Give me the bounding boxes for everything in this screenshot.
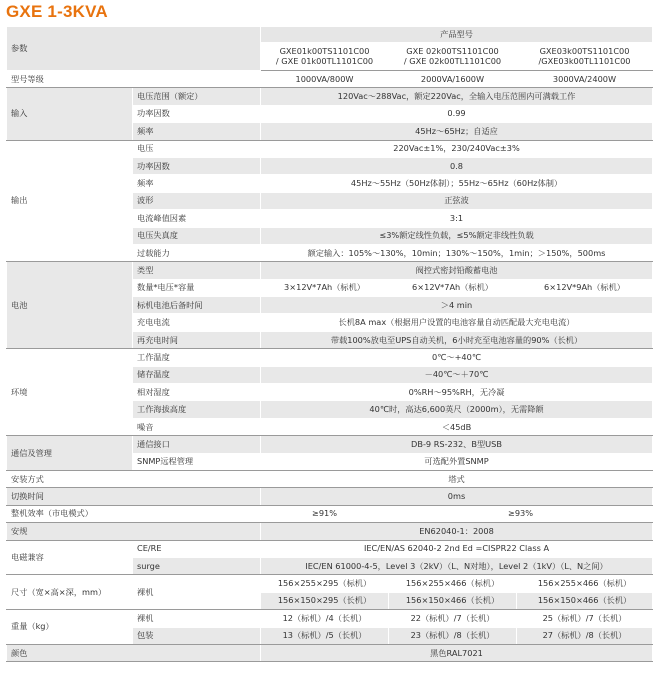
product-model-header: 产品型号: [261, 27, 653, 43]
table-row: [7, 88, 653, 105]
transfer-time-value: 0ms: [261, 488, 653, 505]
battery-count-value: 3×12V*7Ah（标机）: [261, 279, 389, 296]
emc-cere-value: IEC/EN/AS 62040-2 2nd Ed =CISPR22 Class A: [261, 540, 653, 557]
safety-label: 安规: [7, 523, 261, 540]
battery-label: 电池: [7, 262, 133, 349]
battery-type-value: 阀控式密封铅酸蓄电池: [261, 262, 653, 279]
input-frequency-label: 频率: [133, 123, 261, 140]
env-noise-label: 噪音: [133, 418, 261, 435]
battery-backup-value: ＞4 min: [261, 297, 653, 314]
output-power-factor-value: 0.8: [261, 157, 653, 174]
installation-label: 安装方式: [7, 470, 261, 487]
table-row: [7, 523, 653, 540]
env-altitude-value: 40℃时，高达6,600英尺（2000m），无需降额: [261, 401, 653, 418]
battery-charge-current-value: 长机8A max（根据用户设置的电池容量自动匹配最大充电电流）: [261, 314, 653, 331]
safety-value: EN62040-1：2008: [261, 523, 653, 540]
input-power-factor-value: 0.99: [261, 105, 653, 122]
output-distortion-label: 电压失真度: [133, 227, 261, 244]
env-humidity-value: 0%RH～95%RH，无冷凝: [261, 384, 653, 401]
battery-type-label: 类型: [133, 262, 261, 279]
comm-snmp-value: 可选配外置SNMP: [261, 453, 653, 470]
battery-recharge-value: 带载100%放电至UPS自动关机，6小时充至电池容量的90%（长机）: [261, 331, 653, 348]
weight-bare-value: 12（标机）/4（长机）: [261, 610, 389, 627]
env-operating-temp-value: 0℃～+40℃: [261, 349, 653, 366]
dimensions-value: 156×150×466（长机）: [517, 592, 653, 609]
efficiency-value: ≥91%: [261, 505, 389, 522]
input-frequency-value: 45Hz～65Hz；自适应: [261, 123, 653, 140]
efficiency-label: 整机效率（市电模式）: [7, 505, 261, 522]
table-row: [7, 436, 653, 453]
input-voltage-range-label: 电压范围（额定）: [133, 88, 261, 105]
weight-bare-value: 22（标机）/7（长机）: [389, 610, 517, 627]
color-label: 颜色: [7, 644, 261, 661]
output-distortion-value: ≤3%额定线性负载，≤5%额定非线性负载: [261, 227, 653, 244]
dimensions-value: 156×255×466（标机）: [517, 575, 653, 592]
table-row: [7, 349, 653, 366]
output-voltage-value: 220Vac±1%，230/240Vac±3%: [261, 140, 653, 157]
battery-backup-label: 标机电池后备时间: [133, 297, 261, 314]
page-title: GXE 1-3KVA: [6, 2, 108, 21]
weight-package-value: 13（标机）/5（长机）: [261, 627, 389, 644]
table-row: [7, 262, 653, 279]
params-header: 参数: [7, 27, 261, 71]
env-operating-temp-label: 工作温度: [133, 349, 261, 366]
table-row: [7, 610, 653, 627]
communication-label: 通信及管理: [7, 436, 133, 471]
dimensions-value: 156×255×466（标机）: [389, 575, 517, 592]
dimensions-value: 156×150×295（长机）: [261, 592, 389, 609]
weight-label: 重量（kg）: [7, 610, 133, 645]
battery-count-value: 6×12V*7Ah（标机）: [389, 279, 517, 296]
output-frequency-value: 45Hz～55Hz（50Hz体制）；55Hz～65Hz（60Hz体制）: [261, 175, 653, 192]
dimensions-sub-label: 裸机: [133, 575, 261, 610]
output-overload-value: 额定输入：105%～130%，10min；130%～150%，1min；＞150%，500ms: [261, 244, 653, 261]
table-row: [7, 470, 653, 487]
table-header-row: [7, 27, 653, 43]
weight-package-label: 包装: [133, 627, 261, 644]
emc-cere-label: CE/RE: [133, 540, 261, 557]
table-row: [7, 540, 653, 557]
rating-label: 型号等级: [7, 71, 261, 88]
battery-recharge-label: 再充电时间: [133, 331, 261, 348]
table-row: [7, 488, 653, 505]
output-crest-factor-label: 电流峰值因素: [133, 210, 261, 227]
env-altitude-label: 工作海拔高度: [133, 401, 261, 418]
input-label: 输入: [7, 88, 133, 140]
color-value: 黑色RAL7021: [261, 644, 653, 661]
model-2: GXE 02k00TS1101C00 / GXE 02k00TL1101C00: [389, 43, 517, 71]
env-noise-value: ＜45dB: [261, 418, 653, 435]
emc-surge-label: surge: [133, 557, 261, 574]
output-voltage-label: 电压: [133, 140, 261, 157]
battery-count-value: 6×12V*9Ah（标机）: [517, 279, 653, 296]
output-frequency-label: 频率: [133, 175, 261, 192]
table-row: [7, 140, 653, 157]
installation-value: 塔式: [261, 470, 653, 487]
rating-value: 2000VA/1600W: [389, 71, 517, 88]
weight-package-value: 23（标机）/8（长机）: [389, 627, 517, 644]
weight-bare-label: 裸机: [133, 610, 261, 627]
output-overload-label: 过载能力: [133, 244, 261, 261]
weight-package-value: 27（标机）/8（长机）: [517, 627, 653, 644]
model-3: GXE03k00TS1101C00 /GXE03k00TL1101C00: [517, 43, 653, 71]
comm-snmp-label: SNMP远程管理: [133, 453, 261, 470]
input-voltage-range-value: 120Vac～288Vac，额定220Vac，全输入电压范围内可满载工作: [261, 88, 653, 105]
rating-value: 1000VA/800W: [261, 71, 389, 88]
efficiency-value: ≥93%: [389, 505, 653, 522]
output-power-factor-label: 功率因数: [133, 157, 261, 174]
output-label: 输出: [7, 140, 133, 262]
model-1: GXE01k00TS1101C00 / GXE 01k00TL1101C00: [261, 43, 389, 71]
dimensions-value: 156×255×295（标机）: [261, 575, 389, 592]
comm-interface-label: 通信接口: [133, 436, 261, 453]
environment-label: 环境: [7, 349, 133, 436]
spec-table: [6, 26, 653, 662]
weight-bare-value: 25（标机）/7（长机）: [517, 610, 653, 627]
transfer-time-label: 切换时间: [7, 488, 261, 505]
comm-interface-value: DB-9 RS-232、B型USB: [261, 436, 653, 453]
output-crest-factor-value: 3:1: [261, 210, 653, 227]
dimensions-value: 156×150×466（长机）: [389, 592, 517, 609]
table-row: [7, 575, 653, 592]
dimensions-label: 尺寸（宽×高×深，mm）: [7, 575, 133, 610]
input-power-factor-label: 功率因数: [133, 105, 261, 122]
emc-label: 电磁兼容: [7, 540, 133, 575]
table-row: [7, 71, 653, 88]
table-row: [7, 644, 653, 661]
env-humidity-label: 相对湿度: [133, 384, 261, 401]
rating-value: 3000VA/2400W: [517, 71, 653, 88]
env-storage-temp-value: －40℃～＋70℃: [261, 366, 653, 383]
table-row: [7, 505, 653, 522]
env-storage-temp-label: 储存温度: [133, 366, 261, 383]
output-waveform-value: 正弦波: [261, 192, 653, 209]
battery-charge-current-label: 充电电流: [133, 314, 261, 331]
battery-count-label: 数量*电压*容量: [133, 279, 261, 296]
output-waveform-label: 波形: [133, 192, 261, 209]
emc-surge-value: IEC/EN 61000-4-5，Level 3（2kV）（L、N对地），Level 2（1kV）（L、N之间）: [261, 557, 653, 574]
